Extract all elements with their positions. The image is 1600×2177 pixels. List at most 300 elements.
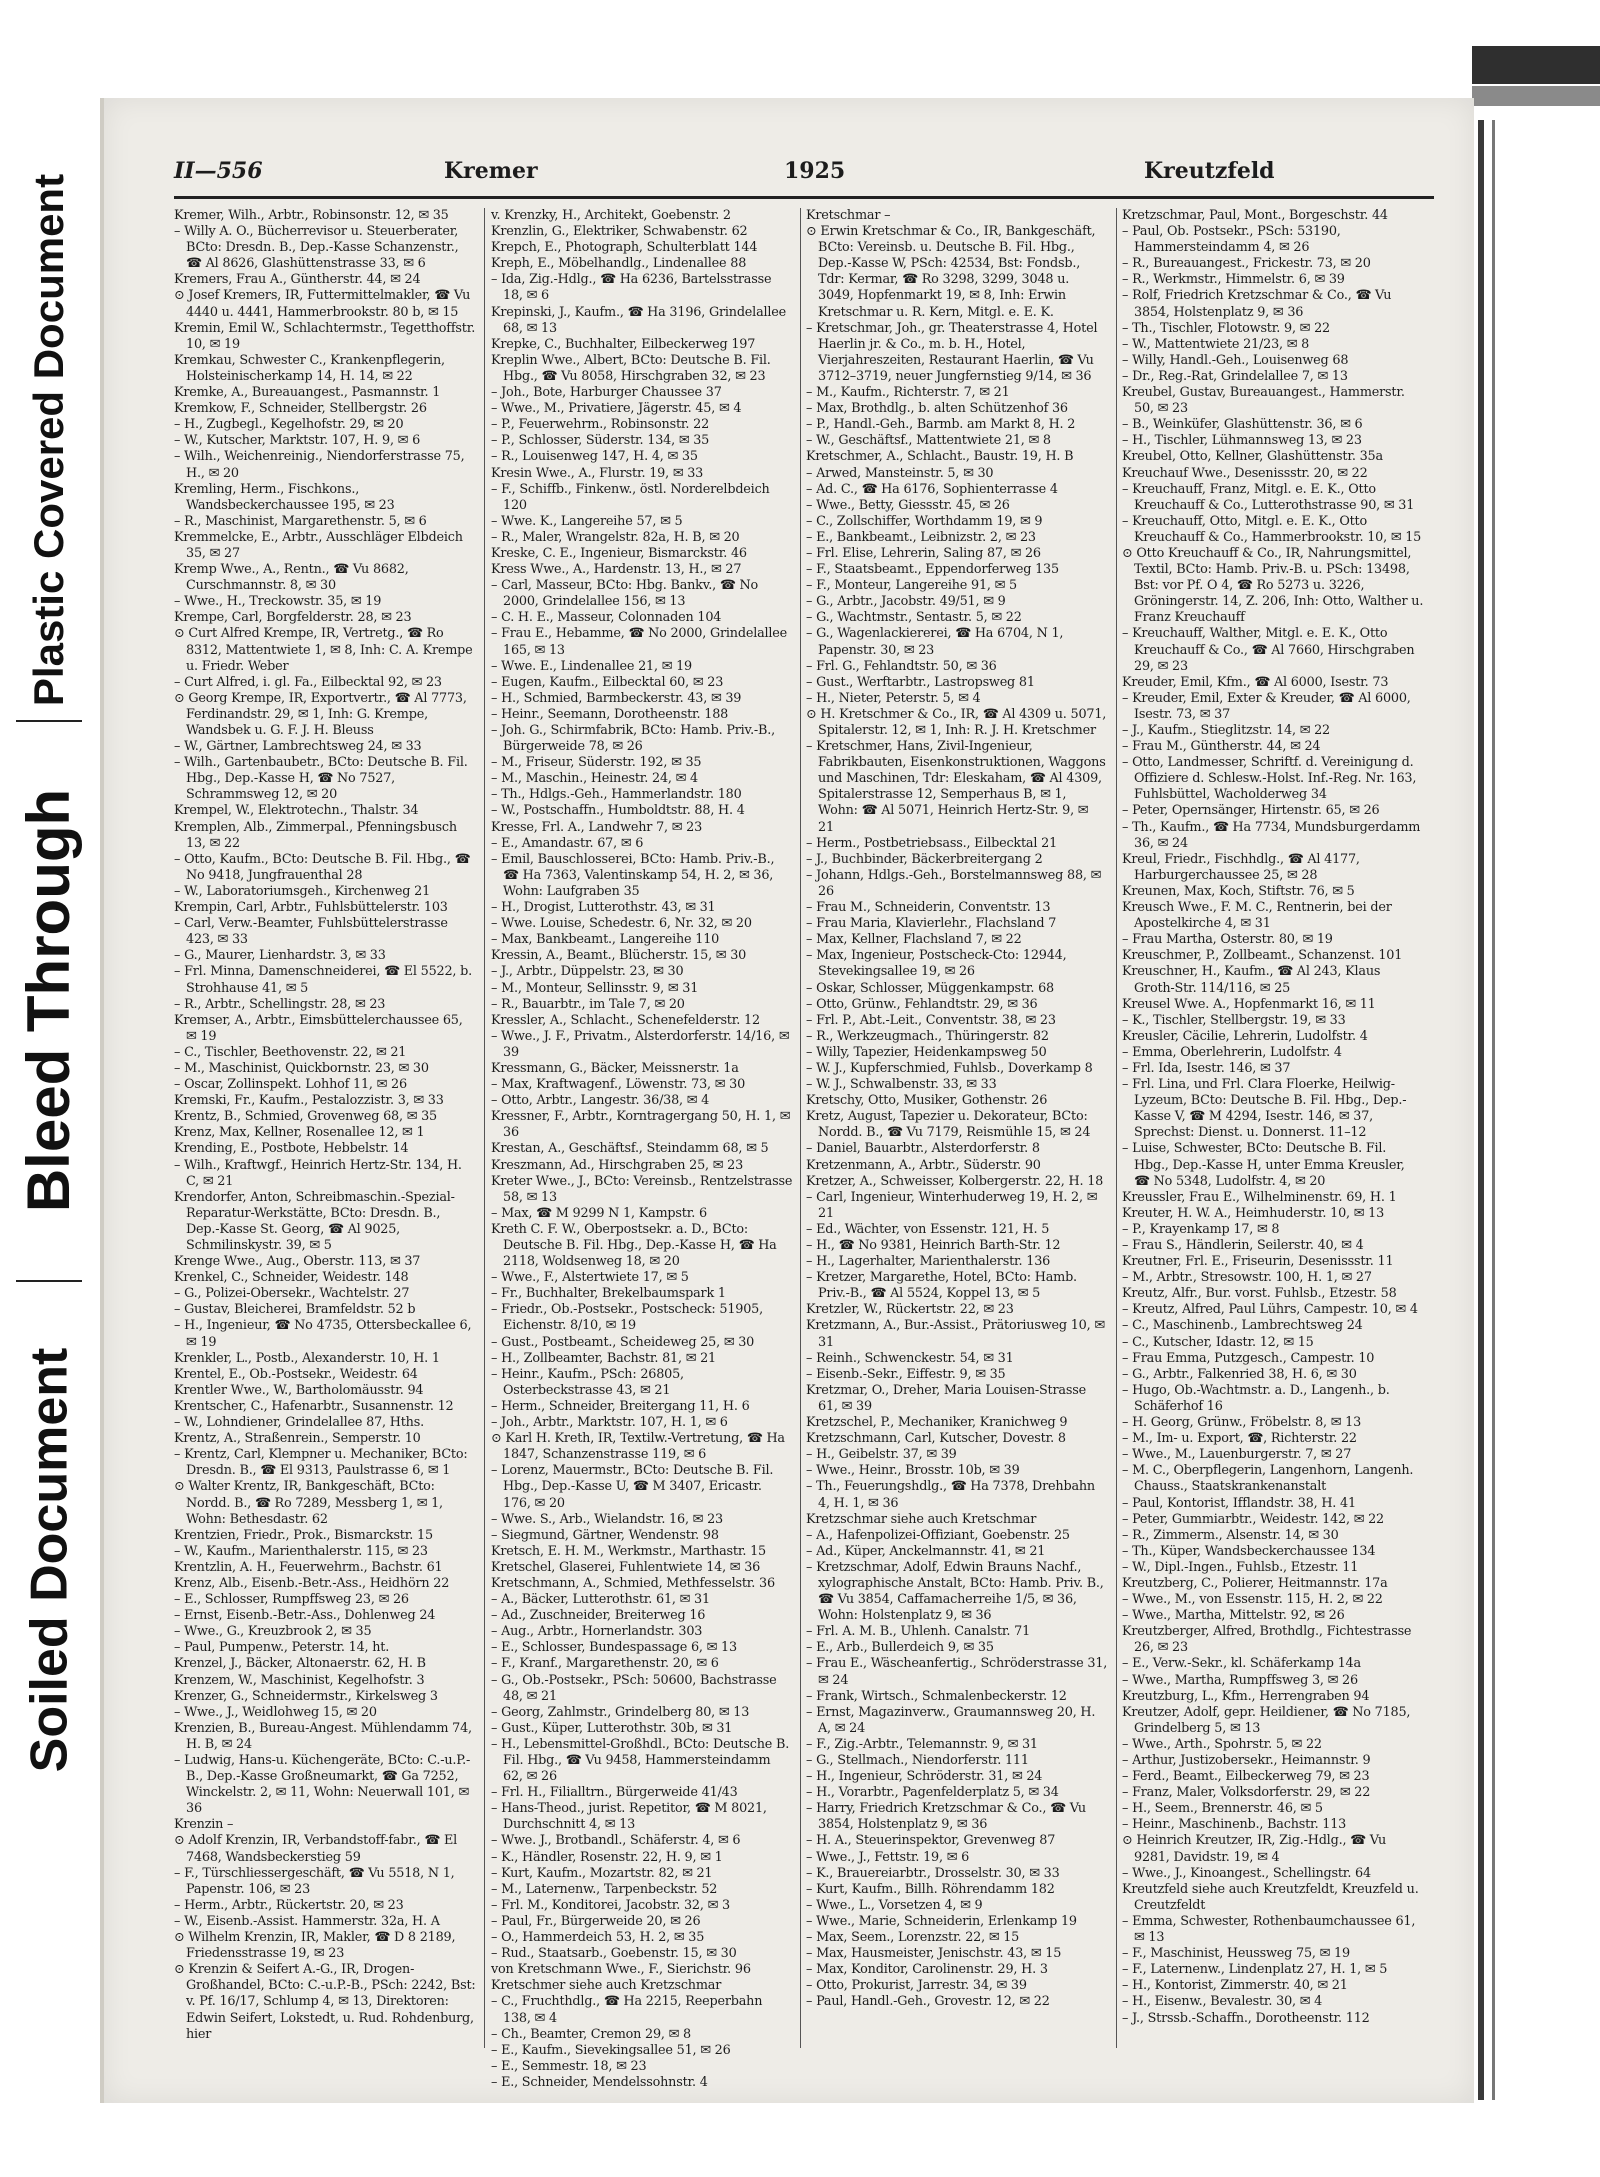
- directory-entry: Kreusler, Cäcilie, Lehrerin, Ludolfstr. 4: [1122, 1028, 1368, 1044]
- directory-entry: – Th., Tischler, Flotowstr. 9, ✉ 22: [1122, 320, 1330, 336]
- directory-entry: – Frl. Minna, Damenschneiderei, ☎ El 5522, b. Strohhause 41, ✉ 5: [174, 964, 473, 996]
- directory-entry: – H., Geibelstr. 37, ✉ 39: [806, 1447, 957, 1463]
- directory-entry: – Wwe. J., Brotbandl., Schäferstr. 4, ✉ 6: [491, 1833, 741, 1849]
- directory-entry: Kreske, C. E., Ingenieur, Bismarckstr. 46: [491, 545, 747, 561]
- directory-entry: Kreusel Wwe. A., Hopfenmarkt 16, ✉ 11: [1122, 996, 1376, 1012]
- directory-entry: – Frau Martha, Osterstr. 80, ✉ 19: [1122, 932, 1333, 948]
- page-number: II—556: [174, 158, 263, 184]
- directory-entry: – Otto, Landmesser, Schriftf. d. Vereinigung d. Offiziere d. Schlesw.-Holst. Inf.-Reg. Nr. 163, Fuhlsbüttel, Wacholderweg 34: [1122, 755, 1417, 803]
- directory-entry: – Carl, Masseur, BCto: Hbg. Bankv., ☎ No 2000, Grindelallee 156, ✉ 13: [491, 578, 758, 610]
- directory-entry: – Joh., Bote, Harburger Chaussee 37: [491, 385, 722, 401]
- directory-entry: – Fr., Buchhalter, Brekelbaumspark 1: [491, 1286, 726, 1302]
- directory-entry: – H., Lagerhalter, Marienthalerstr. 136: [806, 1254, 1051, 1270]
- directory-entry: – A., Bäcker, Lutterothstr. 61, ✉ 31: [491, 1592, 710, 1608]
- side-label-soiled: Soiled Document: [20, 1347, 78, 1773]
- directory-entry: – Frau E., Wäscheanfertig., Schröderstrasse 31, ✉ 24: [806, 1656, 1108, 1688]
- directory-entry: – G., Stellmach., Niendorferstr. 111: [806, 1753, 1029, 1768]
- directory-entry: – J., Kaufm., Stieglitzstr. 14, ✉ 22: [1122, 723, 1330, 738]
- directory-entry: Kretschmann, A., Schmied, Methfesselstr. 36: [491, 1575, 775, 1591]
- directory-entry: – Kreuder, Emil, Exter & Kreuder, ☎ Al 6000, Isestr. 73, ✉ 37: [1122, 690, 1411, 722]
- directory-entry: – Paul, Pumpenw., Peterstr. 14, ht.: [174, 1640, 390, 1656]
- directory-entry: Kreussler, Frau E., Wilhelminenstr. 69, H. 1: [1122, 1189, 1397, 1205]
- directory-entry: – W., Kutscher, Marktstr. 107, H. 9, ✉ 6: [174, 433, 421, 449]
- directory-entry: – Ferd., Beamt., Eilbeckerweg 79, ✉ 23: [1122, 1769, 1370, 1785]
- directory-entry: – E., Bankbeamt., Leibnizstr. 2, ✉ 23: [806, 529, 1036, 545]
- directory-entry: – H., Kontorist, Zimmerstr. 40, ✉ 21: [1122, 1978, 1348, 1994]
- directory-entry: Kremke, A., Bureauangest., Pasmannstr. 1: [174, 385, 441, 401]
- directory-entry: – Wwe., J. F., Privatm., Alsterdorferstr. 14/16, ✉ 39: [491, 1028, 790, 1060]
- directory-entry: – F., Schiffb., Finkenw., östl. Norderelbdeich 120: [491, 481, 770, 513]
- directory-entry: – Wilh., Weichenreinig., Niendorferstrasse 75, H., ✉ 20: [174, 449, 465, 481]
- directory-entry: – H., Ingenieur, ☎ No 4735, Ottersbeckallee 6, ✉ 19: [174, 1318, 472, 1350]
- directory-entry: Krenzel, J., Bäcker, Altonaerstr. 62, H. B: [174, 1656, 426, 1672]
- directory-entry: – H., Drogist, Lutterothstr. 43, ✉ 31: [491, 900, 716, 916]
- directory-entry: – Wwe. K., Langereihe 57, ✉ 5: [491, 513, 683, 529]
- directory-entry: Kressner, F., Arbtr., Korntragergang 50, H. 1, ✉ 36: [491, 1109, 791, 1141]
- directory-entry: ⊙ H. Kretschmer & Co., IR, ☎ Al 4309 u. 5071, Spitalerstr. 12, ✉ 1, Inh: R. J. H. Kretschmer: [806, 706, 1107, 738]
- directory-entry: – Kreuchauff, Walther, Mitgl. e. E. K., Otto Kreuchauff & Co., ☎ Al 7660, Hirschgraben 29, ✉ 23: [1122, 626, 1415, 674]
- directory-entry: – Max, Seem., Lorenzstr. 22, ✉ 15: [806, 1930, 1020, 1946]
- directory-entry: Krepinski, J., Kaufm., ☎ Ha 3196, Grindelallee 68, ✉ 13: [491, 304, 787, 336]
- directory-entry: – F., Maschinist, Heussweg 75, ✉ 19: [1122, 1946, 1350, 1962]
- directory-entry: – Wwe. Louise, Schedestr. 6, Nr. 32, ✉ 20: [491, 916, 752, 932]
- directory-entry: – R., Maler, Wrangelstr. 82a, H. B, ✉ 20: [491, 529, 740, 545]
- directory-entry: – Frank, Wirtsch., Schmalenbeckerstr. 12: [806, 1688, 1067, 1704]
- directory-entry: – Kretzschmar, Adolf, Edwin Brauns Nachf., xylographische Anstalt, BCto: Hamb. Priv. B., ☎ Vu 3854, Caffamacherreihe 1/5, ✉ 36, Wohn: Holstenplatz 9, ✉ 36: [806, 1559, 1104, 1624]
- directory-entry: Kremers, Frau A., Güntherstr. 44, ✉ 24: [174, 272, 421, 288]
- directory-entry: Kretschmer, A., Schlacht., Baustr. 19, H. B: [806, 449, 1074, 465]
- directory-entry: – Ch., Beamter, Cremon 29, ✉ 8: [491, 2026, 691, 2042]
- directory-entry: – E., Amandastr. 67, ✉ 6: [491, 835, 644, 851]
- directory-entry: – E., Kaufm., Sievekingsallee 51, ✉ 26: [491, 2042, 731, 2058]
- directory-entry: – P., Feuerwehrm., Robinsonstr. 22: [491, 417, 710, 433]
- directory-entry: Kreubel, Otto, Kellner, Glashüttenstr. 35a: [1122, 449, 1383, 465]
- directory-entry: – E., Arb., Bullerdeich 9, ✉ 35: [806, 1640, 994, 1656]
- directory-entry: – M. C., Oberpflegerin, Langenhorn, Langenh. Chauss., Staatskrankenanstalt: [1122, 1463, 1414, 1495]
- directory-entry: – W., Mattentwiete 21/23, ✉ 8: [1122, 336, 1310, 352]
- directory-entry: – H., Lebensmittel-Großhdl., BCto: Deutsche B. Fil. Hbg., ☎ Vu 9458, Hammersteindamm 62, ✉ 26: [491, 1736, 790, 1785]
- directory-entry: – Rud., Staatsarb., Goebenstr. 15, ✉ 30: [491, 1946, 737, 1962]
- directory-entry: – F., Türschliessergeschäft, ☎ Vu 5518, N 1, Papenstr. 106, ✉ 23: [174, 1865, 455, 1897]
- directory-entry: – W., Geschäftsf., Mattentwiete 21, ✉ 8: [806, 433, 1051, 449]
- directory-entry: – Oskar, Schlosser, Müggenkampstr. 68: [806, 980, 1054, 996]
- directory-entry: Kretzenmann, A., Arbtr., Süderstr. 90: [806, 1157, 1041, 1173]
- directory-entry: – Wwe., Arth., Spohrstr. 5, ✉ 22: [1122, 1736, 1322, 1752]
- directory-entry: – Ida, Zig.-Hdlg., ☎ Ha 6236, Bartelsstrasse 18, ✉ 6: [491, 272, 772, 304]
- directory-entry: – Heinr., Seemann, Dorotheenstr. 188: [491, 706, 729, 722]
- header-rule: [174, 196, 1434, 199]
- directory-entry: – Max, Kraftwagenf., Löwenstr. 73, ✉ 30: [491, 1077, 746, 1093]
- directory-entry: – Lorenz, Mauermstr., BCto: Deutsche B. Fil. Hbg., Dep.-Kasse U, ☎ M 3407, Ericastr. 176, ✉ 20: [491, 1463, 774, 1511]
- side-label-divider: [16, 720, 82, 722]
- directory-entry: – Ludwig, Hans-u. Küchengeräte, BCto: C.-u.P.-B., Dep.-Kasse Großneumarkt, ☎ Ga 7252, Winckelstr. 2, ✉ 11, Wohn: Neuerwall 101, ✉ 36: [174, 1753, 471, 1817]
- directory-entry: – R., Maschinist, Margarethenstr. 5, ✉ 6: [174, 513, 427, 529]
- directory-entry: – Luise, Schwester, BCto: Deutsche B. Fil. Hbg., Dep.-Kasse H, unter Emma Kreusler, ☎ No 5348, Ludolfstr. 4, ✉ 20: [1122, 1141, 1405, 1189]
- directory-entry: Kretzschmar siehe auch Kretschmar: [806, 1511, 1037, 1527]
- directory-entry: – Frl. Lina, und Frl. Clara Floerke, Heilwig-Lyzeum, BCto: Deutsche B. Fil. Hbg., Dep.-Kasse V, ☎ M 4294, Isestr. 146, ✉ 37, Sprechst: Dienst. u. Donnerst. 11–12: [1122, 1077, 1407, 1141]
- directory-entry: ⊙ Krenzin & Seifert A.-G., IR, Drogen-Großhandel, BCto: C.-u.P.-B., PSch: 2242, Bst: v. Pf. 16/17, Schlump 4, ✉ 13, Direktoren: Edwin Seifert, Lokstedt, u. Rud. Rohdenburg, hier: [174, 1962, 476, 2042]
- directory-entry: – Wwe. E., Lindenallee 21, ✉ 19: [491, 658, 692, 674]
- directory-entry: – Hugo, Ob.-Wachtmstr. a. D., Langenh., b. Schäferhof 16: [1122, 1382, 1390, 1414]
- directory-entry: – Kurt, Kaufm., Mozartstr. 82, ✉ 21: [491, 1865, 713, 1881]
- directory-entry: – Max, ☎ M 9299 N 1, Kampstr. 6: [491, 1205, 707, 1221]
- directory-entry: – C., Zollschiffer, Worthdamm 19, ✉ 9: [806, 513, 1043, 529]
- directory-entry: – E., Verw.-Sekr., kl. Schäferkamp 14a: [1122, 1656, 1361, 1672]
- directory-entry: Kreubel, Gustav, Bureauangest., Hammerstr. 50, ✉ 23: [1122, 385, 1405, 417]
- directory-entry: – Frau M., Schneiderin, Conventstr. 13: [806, 900, 1051, 916]
- directory-entry: – R., Arbtr., Schellingstr. 28, ✉ 23: [174, 996, 386, 1012]
- directory-entry: Krentzlin, A. H., Feuerwehrm., Bachstr. 61: [174, 1559, 443, 1575]
- directory-entry: – C., Maschinenb., Lambrechtsweg 24: [1122, 1318, 1363, 1334]
- directory-entry: Krenge Wwe., Aug., Oberstr. 113, ✉ 37: [174, 1254, 421, 1270]
- directory-entry: Kress Wwe., A., Hardenstr. 13, H., ✉ 27: [491, 562, 742, 578]
- directory-entry: – Dr., Reg.-Rat, Grindelallee 7, ✉ 13: [1122, 368, 1348, 384]
- directory-entry: Krempe, Carl, Borgfelderstr. 28, ✉ 23: [174, 610, 412, 626]
- directory-entry: – Kretzer, Margarethe, Hotel, BCto: Hamb. Priv.-B., ☎ Al 5524, Koppel 13, ✉ 5: [806, 1270, 1077, 1302]
- directory-entry: – Wwe., J., Fettstr. 19, ✉ 6: [806, 1849, 970, 1865]
- directory-entry: – M., Friseur, Süderstr. 192, ✉ 35: [491, 755, 702, 771]
- directory-entry: – Paul, Handl.-Geh., Grovestr. 12, ✉ 22: [806, 1994, 1050, 2010]
- directory-entry: Kreutzer, Adolf, gepr. Heildiener, ☎ No 7185, Grindelberg 5, ✉ 13: [1122, 1704, 1411, 1736]
- directory-entry: Kreszmann, Ad., Hirschgraben 25, ✉ 23: [491, 1157, 744, 1173]
- directory-entry: Kretschmer siehe auch Kretzschmar: [491, 1978, 722, 1994]
- directory-entry: – Emma, Schwester, Rothenbaumchaussee 61, ✉ 13: [1122, 1913, 1416, 1946]
- directory-entry: – Ed., Wächter, von Essenstr. 121, H. 5: [806, 1221, 1050, 1237]
- directory-entry: – H., Tischler, Lühmannsweg 13, ✉ 23: [1122, 433, 1362, 449]
- directory-entry: – Wwe., Martha, Rumpffsweg 3, ✉ 26: [1122, 1672, 1358, 1688]
- side-label-plastic: Plastic Covered Document: [25, 173, 73, 707]
- directory-entry: Kresin Wwe., A., Flurstr. 19, ✉ 33: [491, 465, 704, 481]
- directory-entry: – Wwe., Betty, Giessstr. 45, ✉ 26: [806, 497, 1010, 513]
- directory-entry: Kressmann, G., Bäcker, Meissnerstr. 1a: [491, 1060, 739, 1076]
- directory-entry: – Kretschmer, Hans, Zivil-Ingenieur, Fabrikbauten, Eisenkonstruktionen, Waggons und Maschinen, Tdr: Eleskaham, ☎ Al 4309, Spitalerstrasse 12, Semperhaus B, ✉ 1, Wohn: ☎ Al 5071, Heinrich Hertz-Str. 9, ✉ 21: [806, 739, 1106, 835]
- directory-entry: – Kreuchauff, Otto, Mitgl. e. E. K., Otto Kreuchauff & Co., Hammerbrookstr. 10, ✉ 15: [1122, 513, 1422, 545]
- directory-entry: – Max, Bankbeamt., Langereihe 110: [491, 932, 720, 948]
- directory-entry: – Otto, Kaufm., BCto: Deutsche B. Fil. Hbg., ☎ No 9418, Jungfrauenthal 28: [174, 851, 471, 883]
- directory-entry: Kreutz, Alfr., Bur. vorst. Fuhlsb., Etzestr. 58: [1122, 1286, 1397, 1302]
- directory-entry: Kreter Wwe., J., BCto: Vereinsb., Rentzelstrasse 58, ✉ 13: [491, 1173, 793, 1205]
- directory-entry: Kremplen, Alb., Zimmerpal., Pfenningsbusch 13, ✉ 22: [174, 819, 457, 851]
- directory-entry: Krempel, W., Elektrotechn., Thalstr. 34: [174, 803, 419, 819]
- directory-entry: Kreuschmer, P., Zollbeamt., Schanzenst. 101: [1122, 948, 1403, 964]
- directory-entry: – Herm., Schneider, Breitergang 11, H. 6: [491, 1398, 750, 1414]
- directory-entry: Kreunen, Max, Koch, Stiftstr. 76, ✉ 5: [1122, 883, 1355, 899]
- directory-entry: – Frl. Ida, Isestr. 146, ✉ 37: [1122, 1060, 1291, 1076]
- directory-entry: Kreul, Friedr., Fischhdlg., ☎ Al 4177, Harburgerchaussee 25, ✉ 28: [1122, 851, 1360, 883]
- directory-entry: Kretzschel, P., Mechaniker, Kranichweg 9: [806, 1415, 1068, 1431]
- directory-entry: – W., Dipl.-Ingen., Fuhlsb., Etzestr. 11: [1122, 1559, 1359, 1575]
- directory-entry: Krending, E., Postbote, Hebbelstr. 14: [174, 1141, 409, 1157]
- directory-entry: ⊙ Josef Kremers, IR, Futtermittelmakler, ☎ Vu 4440 u. 4441, Hammerbrookstr. 80 b, ✉ 15: [174, 288, 471, 320]
- directory-entry: – Otto, Grünw., Fehlandtstr. 29, ✉ 36: [806, 996, 1038, 1012]
- directory-entry: – Frl. Elise, Lehrerin, Saling 87, ✉ 26: [806, 545, 1041, 561]
- directory-entry: ⊙ Walter Krentz, IR, Bankgeschäft, BCto: Nordd. B., ☎ Ro 7289, Messberg 1, ✉ 1, Wohn: Bethesdastr. 62: [174, 1479, 443, 1527]
- directory-entry: Kretzer, A., Schweisser, Kolbergerstr. 22, H. 18: [806, 1173, 1104, 1189]
- directory-entry: – H., Seem., Brennerstr. 46, ✉ 5: [1122, 1801, 1323, 1817]
- directory-entry: – Wwe., L., Vorsetzen 4, ✉ 9: [806, 1897, 983, 1913]
- directory-entry: – Eisenb.-Sekr., Eiffestr. 9, ✉ 35: [806, 1366, 1006, 1382]
- directory-entry: – Max, Kellner, Flachsland 7, ✉ 22: [806, 932, 1022, 948]
- directory-entry: – Siegmund, Gärtner, Wendenstr. 98: [491, 1527, 719, 1543]
- directory-entry: – Ernst, Eisenb.-Betr.-Ass., Dohlenweg 24: [174, 1608, 436, 1624]
- directory-entry: – Wwe., F., Alstertwiete 17, ✉ 5: [491, 1270, 689, 1286]
- directory-entry: – G., Wagenlackiererei, ☎ Ha 6704, N 1, Papenstr. 30, ✉ 23: [806, 626, 1064, 658]
- directory-entry: – H., ☎ No 9381, Heinrich Barth-Str. 12: [806, 1238, 1061, 1253]
- directory-entry: – Reinh., Schwenckestr. 54, ✉ 31: [806, 1350, 1014, 1366]
- directory-entry: Krepch, E., Photograph, Schulterblatt 144: [491, 240, 758, 256]
- directory-entry: – M., Kaufm., Richterstr. 7, ✉ 21: [806, 385, 1010, 401]
- directory-entry: Krentz, A., Straßenrein., Semperstr. 10: [174, 1431, 421, 1447]
- directory-entry: – Gust., Werftarbtr., Lastropsweg 81: [806, 674, 1035, 690]
- directory-entry: Krentscher, C., Hafenarbtr., Susannenstr. 12: [174, 1398, 454, 1414]
- scan-tab-gray: [1472, 86, 1600, 106]
- directory-entry: – E., Semmestr. 18, ✉ 23: [491, 2058, 647, 2074]
- directory-entry: – M., Maschin., Heinestr. 24, ✉ 4: [491, 771, 698, 787]
- directory-entry: Krenzien, B., Bureau-Angest. Mühlendamm 74, H. B, ✉ 24: [174, 1720, 472, 1752]
- directory-entry: – Gust., Küper, Lutterothstr. 30b, ✉ 31: [491, 1720, 733, 1736]
- directory-entry: – F., Monteur, Langereihe 91, ✉ 5: [806, 578, 1017, 594]
- directory-entry: Kretschel, Glaserei, Fuhlentwiete 14, ✉ 36: [491, 1559, 761, 1575]
- directory-entry: – Aug., Arbtr., Hornerlandstr. 303: [491, 1624, 703, 1640]
- directory-entry: Krenzlin, G., Elektriker, Schwabenstr. 62: [491, 224, 748, 240]
- directory-entry: – G., Ob.-Postsekr., PSch: 50600, Bachstrasse 48, ✉ 21: [491, 1672, 777, 1704]
- directory-entry: – M., Laternenw., Tarpenbeckstr. 52: [491, 1881, 718, 1897]
- directory-entry: – R., Zimmerm., Alsenstr. 14, ✉ 30: [1122, 1527, 1339, 1543]
- column-divider: [484, 208, 485, 2048]
- directory-entry: – H., Vorarbtr., Pagenfelderplatz 5, ✉ 34: [806, 1785, 1059, 1801]
- directory-entry: – Paul, Kontorist, Ifflandstr. 38, H. 41: [1122, 1495, 1356, 1511]
- directory-entry: – R., Werkzeugmach., Thüringerstr. 82: [806, 1028, 1049, 1044]
- directory-entry: – Wwe., M., Privatiere, Jägerstr. 45, ✉ 4: [491, 401, 742, 417]
- directory-entry: – W., Eisenb.-Assist. Hammerstr. 32a, H. A: [174, 1913, 440, 1929]
- directory-entry: Kreplin Wwe., Albert, BCto: Deutsche B. Fil. Hbg., ☎ Vu 8058, Hirschgraben 32, ✉ 23: [491, 352, 771, 384]
- directory-entry: – Ad., Zuschneider, Breiterweg 16: [491, 1608, 706, 1624]
- directory-entry: Kreutzberg, C., Polierer, Heitmannstr. 17a: [1122, 1575, 1388, 1591]
- page-header: [174, 158, 1434, 190]
- directory-entry: – Wwe. S., Arb., Wielandstr. 16, ✉ 23: [491, 1511, 723, 1527]
- directory-entry: – Wwe., G., Kreuzbrook 2, ✉ 35: [174, 1624, 372, 1640]
- directory-entry: Kretzschmann, Carl, Kutscher, Dovestr. 8: [806, 1431, 1066, 1447]
- book-spine-edge: [1478, 120, 1484, 2100]
- directory-entry: – Max, Brothdlg., b. alten Schützenhof 36: [806, 401, 1068, 417]
- directory-entry: Kressin, A., Beamt., Blücherstr. 15, ✉ 30: [491, 948, 747, 964]
- directory-entry: – Wilh., Kraftwgf., Heinrich Hertz-Str. 134, H. C, ✉ 21: [174, 1157, 462, 1189]
- directory-entry: – Friedr., Ob.-Postsekr., Postscheck: 51905, Eichenstr. 8/10, ✉ 19: [491, 1302, 763, 1334]
- directory-entry: – Th., Feuerungshdlg., ☎ Ha 7378, Drehbahn 4, H. 1, ✉ 36: [806, 1479, 1095, 1511]
- side-label-divider: [16, 1280, 82, 1282]
- directory-entry: Krendorfer, Anton, Schreibmaschin.-Spezial-Reparatur-Werkstätte, BCto: Dresdn. B., Dep.-Kasse St. Georg, ☎ Al 9025, Schmilinskystr. 39, ✉ 5: [174, 1189, 455, 1253]
- directory-entry: – Heinr., Maschinenb., Bachstr. 113: [1122, 1817, 1347, 1833]
- directory-entry: – Max, Hausmeister, Jenischstr. 43, ✉ 15: [806, 1946, 1062, 1962]
- directory-entry: – H., Eisenw., Bevalestr. 30, ✉ 4: [1122, 1994, 1323, 2010]
- directory-entry: – J., Arbtr., Düppelstr. 23, ✉ 30: [491, 964, 684, 980]
- directory-entry: – J., Strssb.-Schaffn., Dorotheenstr. 112: [1122, 2010, 1370, 2026]
- header-year: 1925: [784, 158, 846, 184]
- directory-entry: – Th., Kaufm., ☎ Ha 7734, Mundsburgerdamm 36, ✉ 24: [1122, 819, 1421, 851]
- directory-entry: – Daniel, Bauarbtr., Alsterdorferstr. 8: [806, 1141, 1040, 1157]
- directory-entry: – Franz, Maler, Volksdorferstr. 29, ✉ 22: [1122, 1785, 1371, 1801]
- directory-entry: – M., Monteur, Sellinsstr. 9, ✉ 31: [491, 980, 699, 996]
- directory-entry: – Arthur, Justizobersekr., Heimannstr. 9: [1122, 1753, 1371, 1768]
- directory-entry: Kretsch, E. H. M., Werkmstr., Marthastr. 15: [491, 1543, 766, 1559]
- directory-entry: – Arwed, Mansteinstr. 5, ✉ 30: [806, 465, 994, 481]
- directory-entry: – H. Georg, Grünw., Fröbelstr. 8, ✉ 13: [1122, 1415, 1362, 1431]
- directory-entry: Krentel, E., Ob.-Postsekr., Weidestr. 64: [174, 1366, 418, 1382]
- directory-entry: – K., Händler, Rosenstr. 22, H. 9, ✉ 1: [491, 1849, 723, 1865]
- directory-entry: – Wwe., M., Lauenburgerstr. 7, ✉ 27: [1122, 1447, 1352, 1463]
- directory-entry: – C., Fruchthdlg., ☎ Ha 2215, Reeperbahn 138, ✉ 4: [491, 1994, 763, 2026]
- column-divider: [1116, 208, 1117, 2048]
- directory-entry: Kreth C. F. W., Oberpostsekr. a. D., BCto: Deutsche B. Fil. Hbg., Dep.-Kasse H, ☎ Ha 2118, Woldsenweg 18, ✉ 20: [491, 1221, 777, 1270]
- directory-entry: – J., Buchbinder, Bäckerbreitergang 2: [806, 851, 1043, 867]
- directory-entry: – H., Zollbeamter, Bachstr. 81, ✉ 21: [491, 1350, 716, 1366]
- directory-entry: – M., Maschinist, Quickbornstr. 23, ✉ 30: [174, 1060, 429, 1076]
- directory-entry: – Harry, Friedrich Kretzschmar & Co., ☎ Vu 3854, Holstenplatz 9, ✉ 36: [806, 1801, 1086, 1833]
- directory-entry: Kreusch Wwe., F. M. C., Rentnerin, bei der Apostelkirche 4, ✉ 31: [1122, 900, 1392, 932]
- directory-entry: – F., Zig.-Arbtr., Telemannstr. 9, ✉ 31: [806, 1736, 1038, 1752]
- directory-entry: – Willy, Tapezier, Heidenkampsweg 50: [806, 1044, 1047, 1060]
- directory-entry: Kretzschmar, Paul, Mont., Borgeschstr. 44: [1122, 208, 1388, 223]
- directory-entry: – Kreutz, Alfred, Paul Lührs, Campestr. 10, ✉ 4: [1122, 1302, 1418, 1318]
- directory-entry: – M., Im- u. Export, ☎, Richterstr. 22: [1122, 1431, 1357, 1447]
- directory-entry: – P., Krayenkamp 17, ✉ 8: [1122, 1221, 1280, 1237]
- directory-entry: – Peter, Opernsänger, Hirtenstr. 65, ✉ 26: [1122, 803, 1380, 819]
- directory-entry: Krenkel, C., Schneider, Weidestr. 148: [174, 1270, 409, 1286]
- directory-entry: – Oscar, Zollinspekt. Lohhof 11, ✉ 26: [174, 1077, 407, 1093]
- directory-entry: – Herm., Arbtr., Rückertstr. 20, ✉ 23: [174, 1897, 404, 1913]
- directory-entry: – Gust., Postbeamt., Scheideweg 25, ✉ 30: [491, 1334, 755, 1350]
- directory-entry: – F., Staatsbeamt., Eppendorferweg 135: [806, 562, 1059, 578]
- directory-entry: – G., Arbtr., Falkenried 38, H. 6, ✉ 30: [1122, 1366, 1357, 1382]
- directory-entry: Kremkau, Schwester C., Krankenpflegerin, Holsteinischerkamp 14, H. 14, ✉ 22: [174, 352, 445, 384]
- directory-entry: – H., Schmied, Barmbeckerstr. 43, ✉ 39: [491, 690, 742, 706]
- entries-column-1: [174, 208, 476, 2058]
- directory-entry: – G., Arbtr., Jacobstr. 49/51, ✉ 9: [806, 594, 1006, 610]
- directory-entry: v. Krenzky, H., Architekt, Goebenstr. 2: [491, 208, 731, 223]
- directory-entry: – Ad., Küper, Anckelmannstr. 41, ✉ 21: [806, 1543, 1046, 1559]
- directory-entry: – Hans-Theod., jurist. Repetitor, ☎ M 8021, Durchschnitt 4, ✉ 13: [491, 1801, 767, 1833]
- directory-entry: – Peter, Gummiarbtr., Weidestr. 142, ✉ 22: [1122, 1511, 1384, 1527]
- directory-entry: Kremling, Herm., Fischkons., Wandsbeckerchaussee 195, ✉ 23: [174, 481, 395, 513]
- directory-entry: ⊙ Otto Kreuchauff & Co., IR, Nahrungsmittel, Textil, BCto: Hamb. Priv.-B. u. PSch: 13498, Bst: vor Pf. O 4, ☎ Ro 5273 u. 3226, Gröningerstr. 14, Z. 206, Inh: Otto, Walther u. Franz Kreuchauff: [1122, 545, 1424, 626]
- directory-entry: Kremkow, F., Schneider, Stellbergstr. 26: [174, 401, 427, 417]
- directory-entry: – Rolf, Friedrich Kretzschmar & Co., ☎ Vu 3854, Holstenplatz 9, ✉ 36: [1122, 288, 1392, 320]
- entries-column-4: [1122, 208, 1424, 2058]
- directory-entry: – C. H. E., Masseur, Colonnaden 104: [491, 610, 722, 626]
- directory-entry: Kretschy, Otto, Musiker, Gothenstr. 26: [806, 1093, 1048, 1109]
- directory-entry: – H., Nieter, Peterstr. 5, ✉ 4: [806, 690, 981, 706]
- book-spine-edge: [1492, 120, 1495, 2100]
- directory-entry: – Kreuchauff, Franz, Mitgl. e. E. K., Otto Kreuchauff & Co., Lutterothstrasse 90, ✉ 31: [1122, 481, 1415, 513]
- directory-entry: – W., Laboratoriumsgeh., Kirchenweg 21: [174, 883, 431, 899]
- directory-entry: Krenz, Alb., Eisenb.-Betr.-Ass., Heidhörn 22: [174, 1575, 450, 1591]
- directory-entry: – H. A., Steuerinspektor, Grevenweg 87: [806, 1833, 1056, 1849]
- directory-entry: – P., Handl.-Geh., Barmb. am Markt 8, H. 2: [806, 417, 1076, 433]
- directory-entry: – E., Schlosser, Bundespassage 6, ✉ 13: [491, 1640, 737, 1656]
- directory-entry: – Joh., Arbtr., Marktstr. 107, H. 1, ✉ 6: [491, 1415, 728, 1431]
- directory-entry: – Frl. G., Fehlandtstr. 50, ✉ 36: [806, 658, 997, 674]
- directory-entry: – Curt Alfred, i. gl. Fa., Eilbecktal 92, ✉ 23: [174, 674, 442, 690]
- directory-entry: – Eugen, Kaufm., Eilbecktal 60, ✉ 23: [491, 674, 724, 690]
- directory-entry: – Wwe., J., Kinoangest., Schellingstr. 64: [1122, 1865, 1371, 1881]
- directory-entry: Kresse, Frl. A., Landwehr 7, ✉ 23: [491, 819, 703, 835]
- directory-entry: – K., Brauereiarbtr., Drosselstr. 30, ✉ 33: [806, 1865, 1060, 1881]
- directory-entry: – Ernst, Magazinverw., Graumannsweg 20, H. A, ✉ 24: [806, 1704, 1096, 1736]
- directory-entry: – W., Postschaffn., Humboldtstr. 88, H. 4: [491, 803, 745, 819]
- directory-entry: Kreph, E., Möbelhandlg., Lindenallee 88: [491, 256, 747, 272]
- directory-entry: ⊙ Adolf Krenzin, IR, Verbandstoff-fabr., ☎ El 7468, Wandsbeckerstieg 59: [174, 1833, 458, 1865]
- directory-entry: – Kretschmar, Joh., gr. Theaterstrasse 4, Hotel Haerlin jr. & Co., m. b. H., Hotel, Vierjahreszeiten, Restaurant Haerlin, ☎ Vu 3712–3719, neuer Jungfernstieg 9/14, ✉ 36: [806, 320, 1098, 384]
- directory-entry: Kreutzburg, L., Kfm., Herrengraben 94: [1122, 1688, 1370, 1704]
- directory-entry: – C., Tischler, Beethovenstr. 22, ✉ 21: [174, 1044, 407, 1060]
- directory-entry: – Frl. A. M. B., Uhlenh. Canalstr. 71: [806, 1624, 1031, 1640]
- directory-entry: Krempin, Carl, Arbtr., Fuhlsbüttelerstr. 103: [174, 900, 448, 916]
- column-divider: [800, 208, 801, 2048]
- directory-entry: – G., Polizei-Obersekr., Wachtelstr. 27: [174, 1286, 410, 1302]
- directory-entry: – Wwe., H., Treckowstr. 35, ✉ 19: [174, 594, 382, 610]
- directory-entry: – Th., Hdlgs.-Geh., Hammerlandstr. 180: [491, 787, 742, 803]
- directory-entry: – Frau M., Güntherstr. 44, ✉ 24: [1122, 739, 1321, 755]
- directory-entry: – H., Zugbegl., Kegelhofstr. 29, ✉ 20: [174, 417, 404, 433]
- directory-entry: – Carl, Ingenieur, Winterhuderweg 19, H. 2, ✉ 21: [806, 1189, 1098, 1221]
- directory-entry: – Otto, Prokurist, Jarrestr. 34, ✉ 39: [806, 1978, 1027, 1994]
- entries-column-2: [491, 208, 793, 2090]
- directory-entry: – Krentz, Carl, Klempner u. Mechaniker, BCto: Dresdn. B., ☎ El 9313, Paulstrasse 6, ✉ 1: [174, 1447, 468, 1479]
- directory-entry: – Frau E., Hebamme, ☎ No 2000, Grindelallee 165, ✉ 13: [491, 626, 788, 658]
- header-right-keyword: Kreutzfeld: [1144, 158, 1275, 184]
- directory-entry: – Otto, Arbtr., Langestr. 36/38, ✉ 4: [491, 1093, 710, 1109]
- directory-entry: – C., Kutscher, Idastr. 12, ✉ 15: [1122, 1334, 1314, 1350]
- directory-entry: – Emil, Bauschlosserei, BCto: Hamb. Priv.-B., ☎ Ha 7363, Valentinskamp 54, H. 2, ✉ 36, Wohn: Laufgraben 35: [491, 851, 775, 899]
- directory-entry: – Th., Küper, Wandsbeckerchaussee 134: [1122, 1543, 1376, 1559]
- directory-entry: – Herm., Postbetriebsass., Eilbecktal 21: [806, 835, 1058, 851]
- directory-entry: – Paul, Ob. Postsekr., PSch: 53190, Hammersteindamm 4, ✉ 26: [1122, 224, 1341, 256]
- side-label-bleed: Bleed Through: [15, 788, 83, 1212]
- directory-entry: – W., Gärtner, Lambrechtsweg 24, ✉ 33: [174, 739, 422, 755]
- directory-entry: – Johann, Hdlgs.-Geh., Borstelmannsweg 88, ✉ 26: [806, 867, 1102, 899]
- directory-entry: – R., Bauarbtr., im Tale 7, ✉ 20: [491, 996, 685, 1012]
- directory-entry: – Willy, Handl.-Geh., Louisenweg 68: [1122, 352, 1349, 368]
- directory-entry: Kreuschner, H., Kaufm., ☎ Al 243, Klaus Groth-Str. 114/116, ✉ 25: [1122, 964, 1381, 996]
- directory-entry: Krentler Wwe., W., Bartholomäusstr. 94: [174, 1382, 424, 1398]
- scan-tab-dark: [1472, 46, 1600, 84]
- directory-entry: Krestan, A., Geschäftsf., Steindamm 68, ✉ 5: [491, 1141, 769, 1157]
- directory-entry: – R., Bureauangest., Frickestr. 73, ✉ 20: [1122, 256, 1371, 272]
- directory-entry: Kremer, Wilh., Arbtr., Robinsonstr. 12, ✉ 35: [174, 208, 449, 223]
- directory-entry: – Frau Maria, Klavierlehr., Flachsland 7: [806, 916, 1057, 932]
- directory-entry: – Frau Emma, Putzgesch., Campestr. 10: [1122, 1350, 1375, 1366]
- directory-entry: ⊙ Erwin Kretschmar & Co., IR, Bankgeschäft, BCto: Vereinsb. u. Deutsche B. Fil. Hbg., Dep.-Kasse W, PSch: 42534, Bst: Fondsb., Tdr: Kermar, ☎ Ro 3298, 3299, 3048 u. 3049, Hopfenmarkt 19, ✉ 8, Inh: Erwin Kretschmar u. R. Kern, Mitgl. e. E. K.: [806, 224, 1096, 320]
- directory-entry: – W. J., Kupferschmied, Fuhlsb., Doverkamp 8: [806, 1060, 1093, 1076]
- directory-entry: – Frl. H., Filialltrn., Bürgerweide 41/43: [491, 1785, 738, 1801]
- directory-page: [100, 98, 1474, 2103]
- directory-entry: ⊙ Wilhelm Krenzin, IR, Makler, ☎ D 8 2189, Friedensstrasse 19, ✉ 23: [174, 1930, 456, 1962]
- header-left-keyword: Kremer: [444, 158, 538, 184]
- directory-entry: – W., Kaufm., Marienthalerstr. 115, ✉ 23: [174, 1543, 428, 1559]
- directory-entry: – Frl. P., Abt.-Leit., Conventstr. 38, ✉ 23: [806, 1012, 1056, 1028]
- directory-entry: Kretzmann, A., Bur.-Assist., Prätoriusweg 10, ✉ 31: [806, 1318, 1105, 1350]
- scan-side-labels: [10, 173, 88, 1820]
- directory-entry: von Kretschmann Wwe., F., Sierichstr. 96: [491, 1962, 751, 1978]
- directory-entry: Krenkler, L., Postb., Alexanderstr. 10, H. 1: [174, 1350, 440, 1366]
- directory-entry: Kreutzfeld siehe auch Kreutzfeldt, Kreuzfeld u. Creutzfeldt: [1122, 1881, 1419, 1913]
- directory-entry: Kremin, Emil W., Schlachtermstr., Tegetthoffstr. 10, ✉ 19: [174, 320, 476, 352]
- directory-entry: – Paul, Fr., Bürgerweide 20, ✉ 26: [491, 1913, 701, 1929]
- directory-entry: – Willy A. O., Bücherrevisor u. Steuerberater, BCto: Dresdn. B., Dep.-Kasse Schanzenstr., ☎ Al 8626, Glashüttenstrasse 33, ✉ 6: [174, 224, 459, 272]
- directory-entry: – H., Ingenieur, Schröderstr. 31, ✉ 24: [806, 1769, 1043, 1785]
- directory-entry: – O., Hammerdeich 53, H. 2, ✉ 35: [491, 1930, 705, 1946]
- directory-entry: Krenzem, W., Maschinist, Kegelhofstr. 3: [174, 1672, 425, 1688]
